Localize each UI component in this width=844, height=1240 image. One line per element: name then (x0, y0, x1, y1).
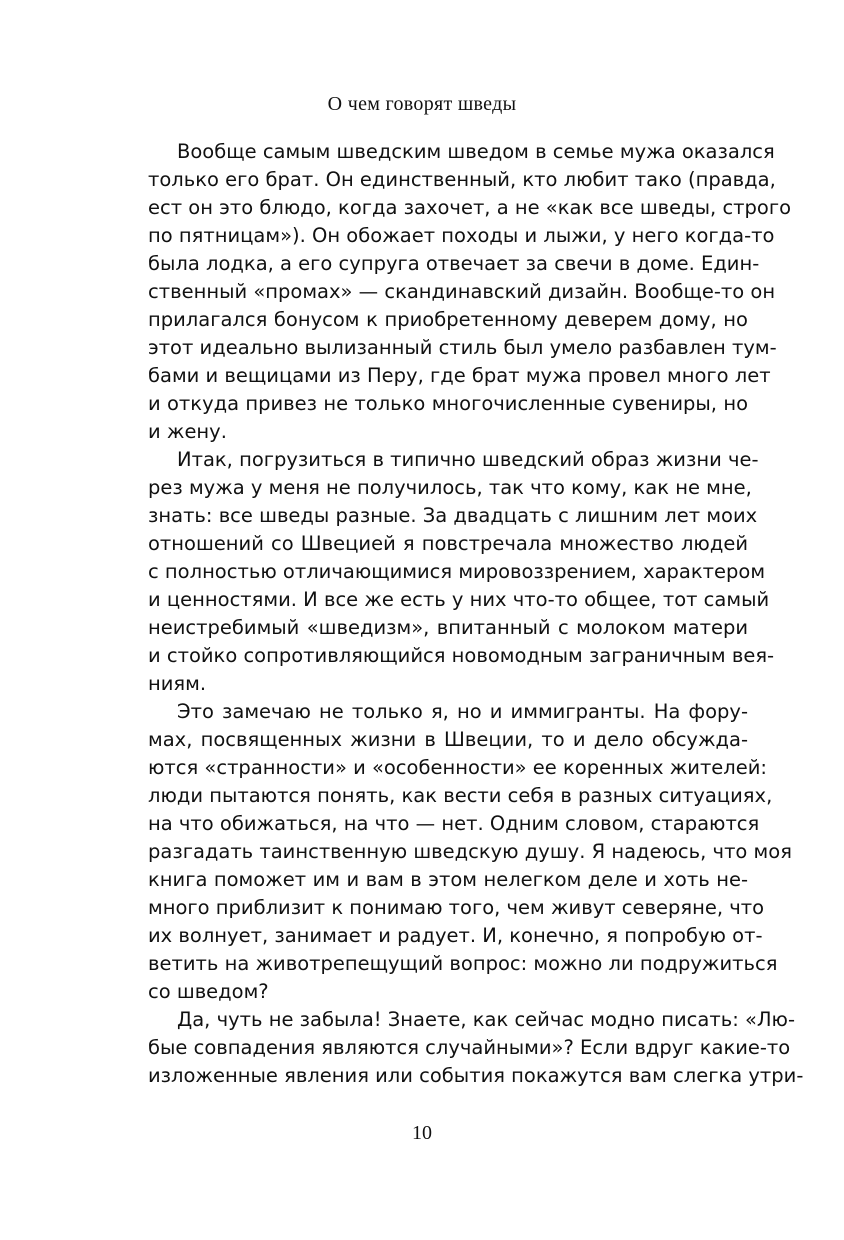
text-line: только его брат. Он единственный, кто любит тако (правда, (148, 168, 776, 191)
text-line: ветить на животрепещущий вопрос: можно ли подружиться (148, 952, 778, 975)
text-line: их волнует, занимает и радует. И, конечно, я попробую от- (148, 924, 763, 947)
text-line: мах, посвященных жизни в Швеции, то и дело обсужда- (148, 728, 748, 751)
text-line: бые совпадения являются случайными»? Если вдруг какие-то (148, 1036, 791, 1059)
text-line: ются «странности» и «особенности» ее коренных жителей: (148, 756, 768, 779)
paragraph (148, 1006, 804, 1090)
text-line: изложенные явления или события покажутся вам слегка утри- (148, 1064, 804, 1087)
text-line: прилагался бонусом к приобретенному деверем дому, но (148, 308, 748, 331)
text-line: книга поможет им и вам в этом нелегком деле и хоть не- (148, 868, 748, 891)
text-line: и жену. (148, 420, 227, 443)
text-line: с полностью отличающимися мировоззрением, характером (148, 560, 766, 583)
text-line: и ценностями. И все же есть у них что-то общее, тот самый (148, 588, 770, 611)
text-line: Это замечаю не только я, но и иммигранты. На фору- (177, 700, 748, 723)
text-line: Вообще самым шведским шведом в семье мужа оказался (177, 140, 775, 163)
text-line: Да, чуть не забыла! Знаете, как сейчас модно писать: «Лю- (177, 1008, 796, 1031)
page-number: 10 (412, 1122, 432, 1144)
text-line: со шведом? (148, 980, 269, 1003)
body-text (148, 138, 804, 1090)
text-line: ест он это блюдо, когда захочет, а не «как все шведы, строго (148, 196, 792, 219)
text-line: Итак, погрузиться в типично шведский образ жизни че- (177, 448, 759, 471)
paragraph (148, 446, 775, 698)
text-line: ниям. (148, 672, 207, 695)
text-line: была лодка, а его супруга отвечает за свечи в доме. Един- (148, 252, 760, 275)
text-line: люди пытаются понять, как вести себя в разных ситуациях, (148, 784, 773, 807)
text-line: и откуда привез не только многочисленные сувениры, но (148, 392, 748, 415)
text-line: разгадать таинственную шведскую душу. Я надеюсь, что моя (148, 840, 792, 863)
text-line: и стойко сопротивляющийся новомодным заграничным вея- (148, 644, 775, 667)
running-head: О чем говорят шведы (327, 93, 517, 115)
text-line: этот идеально вылизанный стиль был умело разбавлен тум- (148, 336, 777, 359)
text-line: ственный «промах» — скандинавский дизайн. Вообще-то он (148, 280, 776, 303)
text-line: отношений со Швецией я повстречала множество людей (148, 532, 748, 555)
text-line: неистребимый «шведизм», впитанный с молоком матери (148, 616, 748, 639)
text-line: бами и вещицами из Перу, где брат мужа провел много лет (148, 364, 771, 387)
text-line: много приблизит к понимаю того, чем живут северяне, что (148, 896, 765, 919)
text-line: знать: все шведы разные. За двадцать с лишним лет моих (148, 504, 758, 527)
text-line: на что обижаться, на что — нет. Одним словом, стараются (148, 812, 760, 835)
paragraph (148, 698, 792, 1006)
paragraph (148, 138, 792, 446)
text-line: по пятницам»). Он обожает походы и лыжи, у него когда-то (148, 224, 775, 247)
text-line: рез мужа у меня не получилось, так что кому, как не мне, (148, 476, 752, 499)
